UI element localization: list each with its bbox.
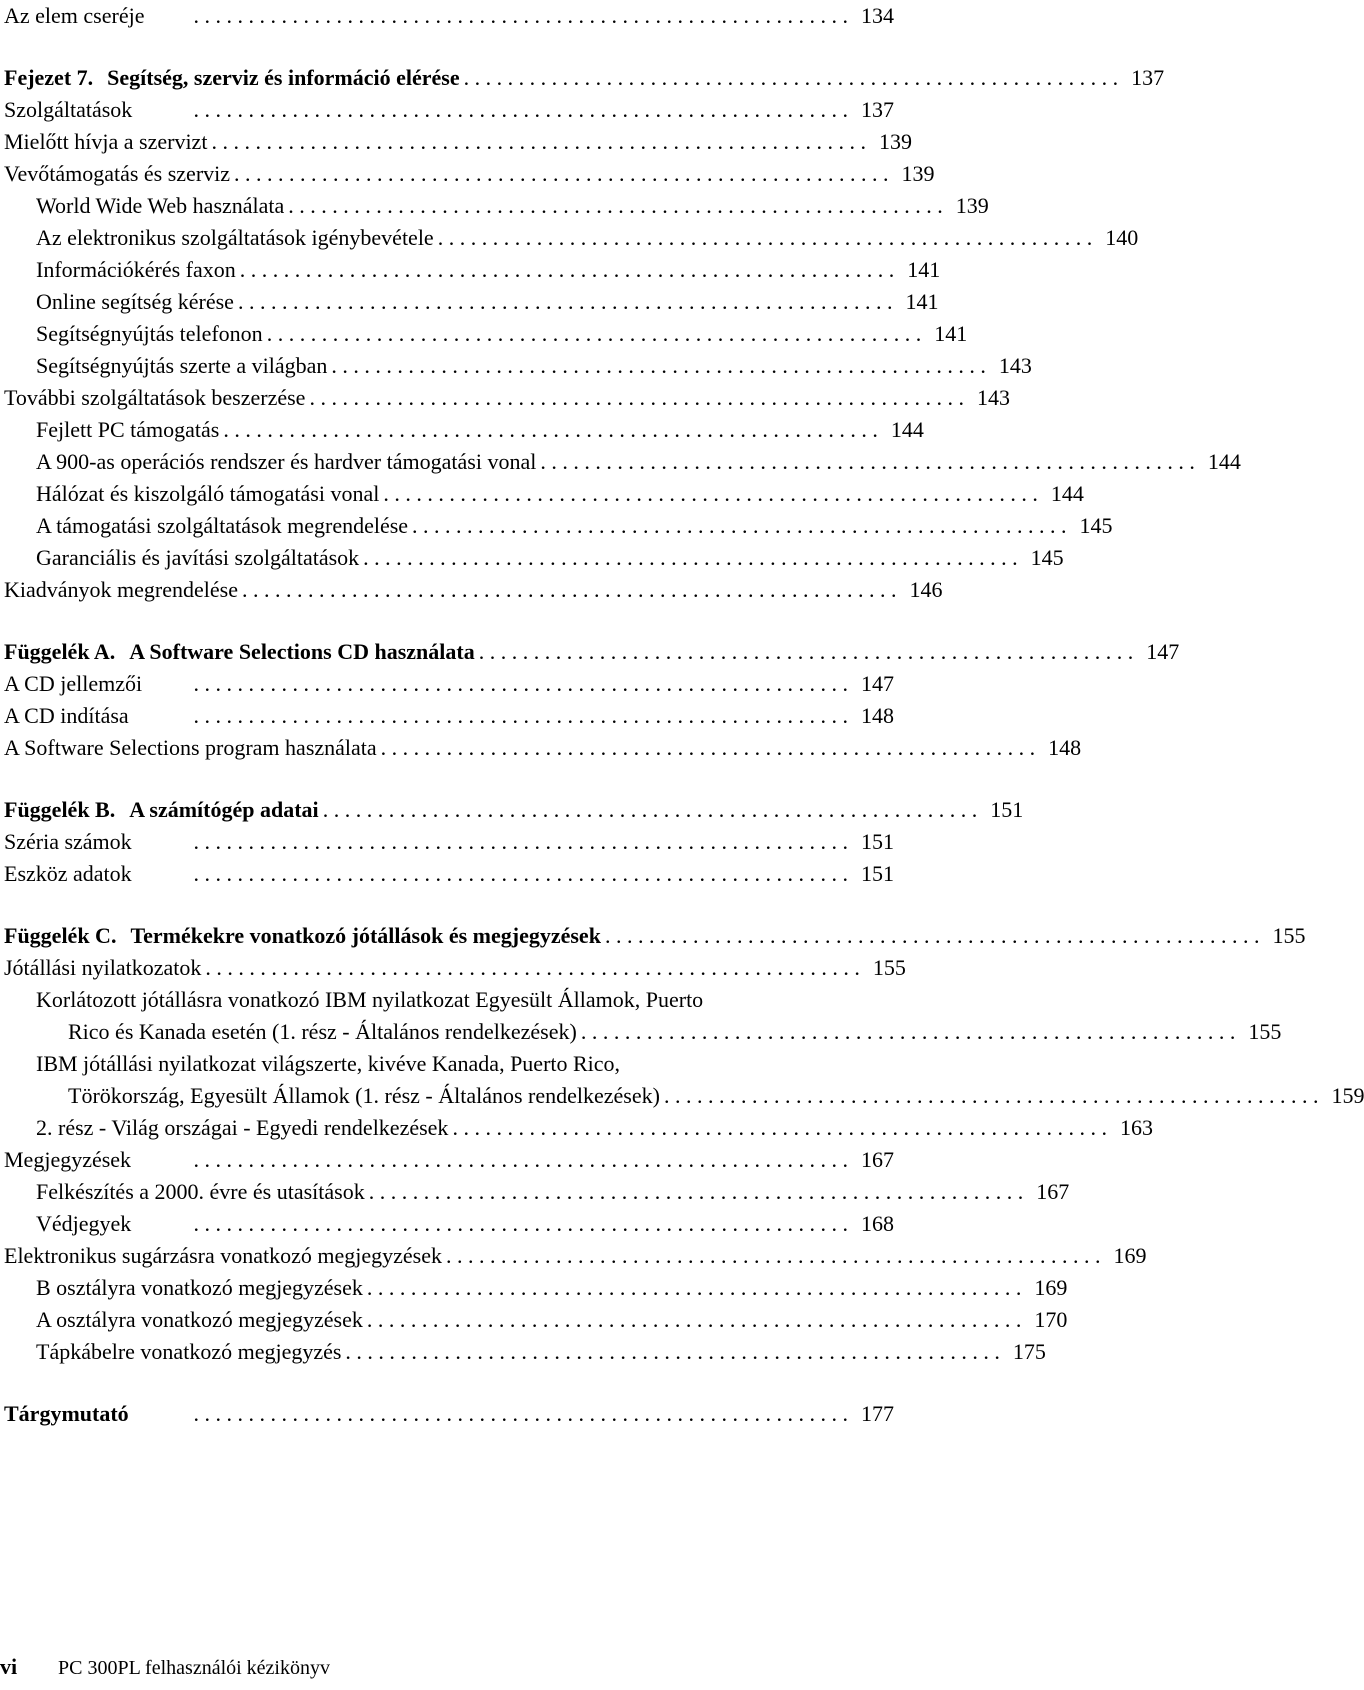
toc-entry-page: 141 (905, 289, 939, 314)
leader-dots: . . . . . . . . . . . . . . . . . . . . . . . . . . . . . . . . . . . . . . . . . . . . . . . . . . . . . . . . . . . . (446, 1243, 1101, 1268)
leader-dots: . . . . . . . . . . . . . . . . . . . . . . . . . . . . . . . . . . . . . . . . . . . . . . . . . . . . . . . . . . . . (205, 955, 860, 980)
leader-dots: . . . . . . . . . . . . . . . . . . . . . . . . . . . . . . . . . . . . . . . . . . . . . . . . . . . . . . . . . . . . (368, 1179, 1024, 1204)
leader-dots: . . . . . . . . . . . . . . . . . . . . . . . . . . . . . . . . . . . . . . . . . . . . . . . . . . . . . . . . . . . . (241, 577, 897, 602)
toc-entry-title: Hálózat és kiszolgáló támogatási vonal (36, 481, 380, 506)
toc-entry[interactable] (4, 542, 1064, 574)
toc-entry-title: A támogatási szolgáltatások megrendelése (36, 513, 409, 538)
toc-entry-page: 147 (861, 671, 894, 696)
toc-entry-page: 137 (861, 97, 894, 122)
toc-entry[interactable] (4, 286, 939, 318)
toc-entry[interactable] (4, 0, 894, 32)
toc-entry-title: Megjegyzések (4, 1147, 132, 1172)
toc-entry-page: 143 (976, 385, 1010, 410)
leader-dots: . . . . . . . . . . . . . . . . . . . . . . . . . . . . . . . . . . . . . . . . . . . . . . . . . . . . . . . . . . . . (366, 1307, 1022, 1332)
toc-entry-title: Elektronikus sugárzásra vonatkozó megjegyzések (4, 1243, 443, 1268)
toc-entry-title: Segítségnyújtás szerte a világban (36, 353, 328, 378)
toc-entry-page: 168 (861, 1211, 894, 1236)
toc-entry[interactable] (4, 668, 894, 700)
leader-dots: . . . . . . . . . . . . . . . . . . . . . . . . . . . . . . . . . . . . . . . . . . . . . . . . . . . . . . . . . . . . (193, 1211, 848, 1236)
toc-entry[interactable] (4, 510, 1113, 542)
toc-entry[interactable] (4, 1336, 1046, 1368)
chapter-title: Tárgymutató (4, 1401, 129, 1426)
toc-entry-title: Garanciális és javítási szolgáltatások (36, 545, 360, 570)
leader-dots: . . . . . . . . . . . . . . . . . . . . . . . . . . . . . . . . . . . . . . . . . . . . . . . . . . . . . . . . . . . . (452, 1115, 1107, 1140)
toc-entry-page: 175 (1012, 1339, 1046, 1364)
toc-entry-page: 134 (861, 3, 894, 28)
toc-entry-title: A osztályra vonatkozó megjegyzések (36, 1307, 363, 1332)
toc-entry[interactable] (4, 1208, 894, 1240)
toc-entry[interactable] (4, 318, 968, 350)
toc-entry-title: Információkérés faxon (36, 257, 236, 282)
chapter-label: Fejezet 7. (4, 65, 94, 90)
toc-entry-title: B osztályra vonatkozó megjegyzések (36, 1275, 363, 1300)
toc-entry[interactable] (4, 478, 1084, 510)
page-footer (0, 1654, 330, 1680)
toc-entry[interactable] (4, 1144, 894, 1176)
leader-dots: . . . . . . . . . . . . . . . . . . . . . . . . . . . . . . . . . . . . . . . . . . . . . . . . . . . . . . . . . . . . (193, 861, 848, 886)
toc-entry-page: 141 (934, 321, 968, 346)
chapter-label: Függelék C. (4, 923, 117, 948)
leader-dots: . . . . . . . . . . . . . . . . . . . . . . . . . . . . . . . . . . . . . . . . . . . . . . . . . . . . . . . . . . . . (580, 1019, 1236, 1044)
toc-entry[interactable] (4, 350, 1032, 382)
leader-dots: . . . . . . . . . . . . . . . . . . . . . . . . . . . . . . . . . . . . . . . . . . . . . . . . . . . . . . . . . . . . (288, 193, 943, 218)
leader-dots: . . . . . . . . . . . . . . . . . . . . . . . . . . . . . . . . . . . . . . . . . . . . . . . . . . . . . . . . . . . . (309, 385, 964, 410)
leader-dots: . . . . . . . . . . . . . . . . . . . . . . . . . . . . . . . . . . . . . . . . . . . . . . . . . . . . . . . . . . . . (322, 797, 978, 822)
toc-index[interactable] (4, 1398, 894, 1430)
toc-entry[interactable] (4, 1304, 1068, 1336)
leader-dots: . . . . . . . . . . . . . . . . . . . . . . . . . . . . . . . . . . . . . . . . . . . . . . . . . . . . . . . . . . . . (366, 1275, 1022, 1300)
leader-dots: . . . . . . . . . . . . . . . . . . . . . . . . . . . . . . . . . . . . . . . . . . . . . . . . . . . . . . . . . . . . (193, 3, 848, 28)
leader-dots: . . . . . . . . . . . . . . . . . . . . . . . . . . . . . . . . . . . . . . . . . . . . . . . . . . . . . . . . . . . . (604, 923, 1260, 948)
leader-dots: . . . . . . . . . . . . . . . . . . . . . . . . . . . . . . . . . . . . . . . . . . . . . . . . . . . . . . . . . . . . (193, 829, 848, 854)
toc-entry[interactable] (4, 858, 894, 890)
toc-entry-title: Szolgáltatások (4, 97, 133, 122)
chapter-title: A számítógép adatai (129, 797, 319, 822)
toc-entry-page: 148 (1048, 735, 1082, 760)
toc-entry-page: 151 (861, 829, 894, 854)
leader-dots: . . . . . . . . . . . . . . . . . . . . . . . . . . . . . . . . . . . . . . . . . . . . . . . . . . . . . . . . . . . . (266, 321, 922, 346)
toc-entry-page: 151 (861, 861, 894, 886)
toc-entry-title: A CD indítása (4, 703, 129, 728)
toc-entry-page: 145 (1030, 545, 1064, 570)
leader-dots: . . . . . . . . . . . . . . . . . . . . . . . . . . . . . . . . . . . . . . . . . . . . . . . . . . . . . . . . . . . . (193, 97, 848, 122)
toc-entry-title: Az elektronikus szolgáltatások igénybevétele (36, 225, 434, 250)
toc-entry-title: Felkészítés a 2000. évre és utasítások (36, 1179, 365, 1204)
toc-entry-page: 145 (1079, 513, 1113, 538)
toc-appendix-b[interactable] (4, 794, 1024, 826)
toc-entry-title: 2. rész - Világ országai - Egyedi rendelkezések (36, 1115, 449, 1140)
toc-entry-page: 143 (998, 353, 1032, 378)
toc-entry-page: 146 (909, 577, 943, 602)
toc-entry-title: Az elem cseréje (4, 3, 145, 28)
chapter-title: Termékekre vonatkozó jótállások és megjegyzések (130, 923, 601, 948)
toc-entry-title-continued: Törökország, Egyesült Államok (1. rész - Általános rendelkezések) (68, 1083, 660, 1108)
toc-entry-title-continued: Rico és Kanada esetén (1. rész - Általános rendelkezések) (68, 1019, 577, 1044)
toc-entry-title: Online segítség kérése (36, 289, 234, 314)
chapter-title: Segítség, szerviz és információ elérése (107, 65, 460, 90)
toc-entry-title: Mielőtt hívja a szervizt (4, 129, 208, 154)
leader-dots: . . . . . . . . . . . . . . . . . . . . . . . . . . . . . . . . . . . . . . . . . . . . . . . . . . . . . . . . . . . . (663, 1083, 1319, 1108)
toc-entry[interactable] (4, 254, 941, 286)
toc-entry[interactable] (4, 222, 1139, 254)
toc-entry-title: Tápkábelre vonatkozó megjegyzés (36, 1339, 342, 1364)
toc-entry-title: A Software Selections program használata (4, 735, 377, 760)
toc-entry-title: Jótállási nyilatkozatok (4, 955, 202, 980)
toc-entry[interactable] (4, 700, 894, 732)
leader-dots: . . . . . . . . . . . . . . . . . . . . . . . . . . . . . . . . . . . . . . . . . . . . . . . . . . . . . . . . . . . . (193, 671, 848, 696)
toc-appendix-c[interactable] (4, 920, 1306, 952)
toc-entry-title: A CD jellemzői (4, 671, 143, 696)
toc-entry[interactable] (4, 826, 894, 858)
chapter-page: 155 (1272, 923, 1306, 948)
leader-dots: . . . . . . . . . . . . . . . . . . . . . . . . . . . . . . . . . . . . . . . . . . . . . . . . . . . . . . . . . . . . (193, 703, 848, 728)
toc-entry-title: IBM jótállási nyilatkozat világszerte, kivéve Kanada, Puerto Rico, (36, 1051, 621, 1076)
toc-entry-page: 144 (890, 417, 924, 442)
chapter-page: 147 (1146, 639, 1180, 664)
toc-entry-title: World Wide Web használata (36, 193, 285, 218)
toc-entry-title: További szolgáltatások beszerzése (4, 385, 306, 410)
leader-dots: . . . . . . . . . . . . . . . . . . . . . . . . . . . . . . . . . . . . . . . . . . . . . . . . . . . . . . . . . . . . (463, 65, 1119, 90)
table-of-contents (4, 0, 1364, 1430)
toc-entry[interactable] (4, 1272, 1068, 1304)
leader-dots: . . . . . . . . . . . . . . . . . . . . . . . . . . . . . . . . . . . . . . . . . . . . . . . . . . . . . . . . . . . . (234, 161, 889, 186)
toc-entry[interactable] (4, 446, 1241, 478)
leader-dots: . . . . . . . . . . . . . . . . . . . . . . . . . . . . . . . . . . . . . . . . . . . . . . . . . . . . . . . . . . . . (193, 1401, 848, 1426)
chapter-page: 137 (1131, 65, 1165, 90)
leader-dots: . . . . . . . . . . . . . . . . . . . . . . . . . . . . . . . . . . . . . . . . . . . . . . . . . . . . . . . . . . . . (237, 289, 893, 314)
toc-entry-page: 144 (1050, 481, 1084, 506)
toc-entry[interactable] (4, 382, 1010, 414)
leader-dots: . . . . . . . . . . . . . . . . . . . . . . . . . . . . . . . . . . . . . . . . . . . . . . . . . . . . . . . . . . . . (540, 449, 1195, 474)
toc-entry[interactable] (4, 1240, 1147, 1272)
leader-dots: . . . . . . . . . . . . . . . . . . . . . . . . . . . . . . . . . . . . . . . . . . . . . . . . . . . . . . . . . . . . (437, 225, 1093, 250)
toc-entry[interactable] (4, 158, 935, 190)
leader-dots: . . . . . . . . . . . . . . . . . . . . . . . . . . . . . . . . . . . . . . . . . . . . . . . . . . . . . . . . . . . . (412, 513, 1067, 538)
toc-entry-page: 170 (1034, 1307, 1068, 1332)
toc-entry-page: 169 (1034, 1275, 1068, 1300)
leader-dots: . . . . . . . . . . . . . . . . . . . . . . . . . . . . . . . . . . . . . . . . . . . . . . . . . . . . . . . . . . . . (211, 129, 866, 154)
chapter-title: A Software Selections CD használata (129, 639, 475, 664)
chapter-page: 151 (990, 797, 1024, 822)
toc-entry[interactable] (4, 984, 1282, 1048)
toc-entry[interactable] (4, 126, 912, 158)
toc-entry[interactable] (4, 574, 943, 606)
toc-entry-page: 144 (1207, 449, 1241, 474)
toc-entry-page: 139 (878, 129, 912, 154)
toc-entry-title: Eszköz adatok (4, 861, 132, 886)
chapter-label: Függelék B. (4, 797, 116, 822)
toc-entry-page: 155 (872, 955, 906, 980)
toc-entry-page: 163 (1119, 1115, 1153, 1140)
toc-entry-page: 140 (1105, 225, 1139, 250)
toc-entry-page: 155 (1248, 1019, 1282, 1044)
toc-entry-page: 139 (955, 193, 989, 218)
toc-entry-title: Korlátozott jótállásra vonatkozó IBM nyilatkozat Egyesült Államok, Puerto (36, 987, 704, 1012)
toc-entry-page: 141 (907, 257, 941, 282)
leader-dots: . . . . . . . . . . . . . . . . . . . . . . . . . . . . . . . . . . . . . . . . . . . . . . . . . . . . . . . . . . . . (331, 353, 986, 378)
leader-dots: . . . . . . . . . . . . . . . . . . . . . . . . . . . . . . . . . . . . . . . . . . . . . . . . . . . . . . . . . . . . (478, 639, 1134, 664)
toc-entry-title: A 900-as operációs rendszer és hardver támogatási vonal (36, 449, 537, 474)
leader-dots: . . . . . . . . . . . . . . . . . . . . . . . . . . . . . . . . . . . . . . . . . . . . . . . . . . . . . . . . . . . . (223, 417, 878, 442)
toc-entry-title: Segítségnyújtás telefonon (36, 321, 263, 346)
toc-entry[interactable] (4, 94, 894, 126)
chapter-label: Függelék A. (4, 639, 116, 664)
toc-entry-page: 148 (861, 703, 894, 728)
toc-entry-title: Kiadványok megrendelése (4, 577, 238, 602)
toc-entry[interactable] (4, 1048, 1364, 1112)
toc-entry-page: 139 (901, 161, 935, 186)
toc-entry-title: Fejlett PC támogatás (36, 417, 220, 442)
leader-dots: . . . . . . . . . . . . . . . . . . . . . . . . . . . . . . . . . . . . . . . . . . . . . . . . . . . . . . . . . . . . (363, 545, 1018, 570)
toc-appendix-a[interactable] (4, 636, 1180, 668)
chapter-page: 177 (861, 1401, 894, 1426)
toc-entry[interactable] (4, 414, 924, 446)
page-number: vi (0, 1654, 18, 1679)
toc-entry-page: 159 (1331, 1083, 1364, 1108)
toc-chapter-7[interactable] (4, 62, 1165, 94)
toc-entry[interactable] (4, 732, 1082, 764)
toc-entry-page: 167 (1036, 1179, 1070, 1204)
leader-dots: . . . . . . . . . . . . . . . . . . . . . . . . . . . . . . . . . . . . . . . . . . . . . . . . . . . . . . . . . . . . (345, 1339, 1000, 1364)
leader-dots: . . . . . . . . . . . . . . . . . . . . . . . . . . . . . . . . . . . . . . . . . . . . . . . . . . . . . . . . . . . . (239, 257, 895, 282)
toc-entry[interactable] (4, 952, 906, 984)
leader-dots: . . . . . . . . . . . . . . . . . . . . . . . . . . . . . . . . . . . . . . . . . . . . . . . . . . . . . . . . . . . . (383, 481, 1038, 506)
toc-entry-page: 167 (861, 1147, 894, 1172)
toc-entry-title: Védjegyek (36, 1211, 132, 1236)
toc-entry[interactable] (4, 190, 989, 222)
toc-entry[interactable] (4, 1176, 1070, 1208)
toc-entry-title: Széria számok (4, 829, 132, 854)
toc-entry[interactable] (4, 1112, 1153, 1144)
leader-dots: . . . . . . . . . . . . . . . . . . . . . . . . . . . . . . . . . . . . . . . . . . . . . . . . . . . . . . . . . . . . (193, 1147, 848, 1172)
toc-entry-title: Vevőtámogatás és szerviz (4, 161, 231, 186)
book-title: PC 300PL felhasználói kézikönyv (58, 1657, 330, 1679)
leader-dots: . . . . . . . . . . . . . . . . . . . . . . . . . . . . . . . . . . . . . . . . . . . . . . . . . . . . . . . . . . . . (380, 735, 1036, 760)
toc-entry-page: 169 (1113, 1243, 1147, 1268)
